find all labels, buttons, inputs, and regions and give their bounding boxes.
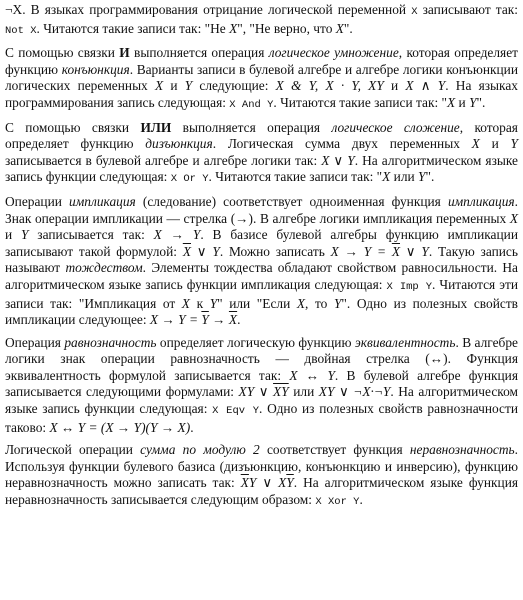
text-run: . В базисе булевой алгебры функцию импликации записывают такой формулой: <box>5 227 519 259</box>
paragraph-negation <box>5 2 518 39</box>
text-run: конъюнкция <box>61 61 130 77</box>
text-run: Y ∨ X <box>248 475 287 491</box>
text-run: выполняется операция <box>171 119 332 135</box>
text-run: X Xor Y <box>315 496 360 509</box>
paragraph-disjunction <box>5 120 518 188</box>
text-run: С помощью связки <box>5 119 141 135</box>
text-run: ИЛИ <box>140 119 172 135</box>
text-run: определяет логическую функцию <box>156 334 355 350</box>
text-run: $\overline{XY}$ <box>273 384 289 400</box>
text-run: X → Y = <box>149 312 202 328</box>
text-run: равнозначность <box>64 334 157 350</box>
text-run: $\overline{X}$ <box>182 243 191 259</box>
text-run: . Читаются такие записи так: " <box>208 169 383 185</box>
text-run: , которая определяет функцию <box>5 45 518 77</box>
text-run: X <box>382 169 391 185</box>
text-run: импликация <box>69 193 136 209</box>
text-run: тождеством <box>65 260 143 276</box>
text-run: X ∧ Y <box>405 78 446 94</box>
text-run: X <box>229 20 238 36</box>
text-run: и <box>383 78 406 94</box>
text-run: сумма по модулю 2 <box>140 442 260 458</box>
text-run: . <box>359 492 363 508</box>
text-run: X Imp Y <box>386 280 433 293</box>
text-run: X <box>471 136 480 152</box>
text-run: X <box>509 210 518 226</box>
text-run: X ↔ Y = (X → Y)(Y → X) <box>49 419 191 435</box>
text-run: X <box>181 295 190 311</box>
text-run: записывается так: <box>28 227 154 243</box>
text-run: , которая определяет функцию <box>5 119 518 152</box>
text-run: $\overline{Y}$ <box>201 312 209 328</box>
text-run: Y <box>184 78 193 94</box>
text-run: . На языках программирования запись следующая: <box>5 78 518 110</box>
text-run: или <box>288 384 319 400</box>
text-run: . Читаются такие записи так: "Не <box>36 20 230 36</box>
text-run: Y <box>469 94 477 110</box>
text-run: выполняется операция <box>129 45 269 61</box>
text-run: Y <box>333 295 342 311</box>
text-run: X ∨ Y <box>321 152 355 168</box>
text-run: X Eqv Y <box>212 405 260 418</box>
text-run: . Читаются эти записи так: "Импликация от <box>5 276 518 311</box>
text-run: . На алгоритмическом языке функция неравнозначность записывается следующим образом: <box>5 475 519 508</box>
text-run: и <box>5 227 22 243</box>
paragraph-conjunction <box>5 45 518 113</box>
text-run: . В булевой алгебре функция записывается следующими формулами: <box>5 367 519 400</box>
text-run: Not X <box>5 24 37 37</box>
text-run: X ↔ Y <box>289 367 335 383</box>
text-run: XY ∨ <box>238 384 274 400</box>
text-run: " или "Если <box>217 295 297 311</box>
text-run: ", "Не верно, что <box>237 20 336 36</box>
text-run: . <box>190 419 194 435</box>
text-run: $\overline{X}$ <box>228 312 238 328</box>
text-run: и <box>163 78 185 94</box>
text-run: X <box>296 295 306 311</box>
text-run: . Читаются такие записи так: " <box>273 94 447 110</box>
text-run: или <box>390 169 419 185</box>
text-run: XY ∨ ¬X·¬Y <box>318 384 391 400</box>
text-run: , то <box>305 295 334 311</box>
text-run: Y <box>21 227 29 243</box>
text-run: → <box>208 312 229 328</box>
text-run: . Используя функции булевого базиса (дизъюнкцию, конъюнкцию и инверсию), функцию неравнозначность можно записать так: <box>5 442 518 491</box>
text-run: . Логическая сумма двух переменных <box>212 136 472 152</box>
text-run: X And Y <box>229 98 274 111</box>
text-run: X <box>154 78 164 94</box>
text-run: логическое сложение <box>331 119 460 135</box>
text-run: импликация <box>447 193 515 209</box>
text-run: логическое умножение <box>268 45 399 61</box>
text-run: дизъюнкция <box>145 136 213 152</box>
text-run: Операция <box>5 334 65 350</box>
text-run: X → Y = <box>330 243 392 259</box>
text-run: Y <box>418 169 426 185</box>
text-run: ". Одно из полезных свойств импликации следующее: <box>5 295 518 328</box>
text-run: С помощью связки <box>5 45 120 61</box>
text-run: . <box>237 312 241 328</box>
text-run: ¬X. В языках программирования отрицание логической переменной <box>5 2 412 17</box>
text-run: эквивалентность <box>354 334 456 350</box>
text-run: $\overline{Y}$ <box>286 475 294 491</box>
text-run: записывают так: <box>417 2 518 17</box>
text-run: X <box>335 20 344 36</box>
text-run: Y <box>209 295 218 311</box>
text-run: (следование) соответствует одноименная функция <box>135 193 448 209</box>
text-run: X & Y, X · Y, XY <box>275 78 384 94</box>
text-run: ∨ Y <box>400 243 429 259</box>
text-run: записывается в булевой алгебре и алгебре логики так: <box>5 152 322 168</box>
paragraph-implication <box>5 194 518 329</box>
text-run: . Такую запись называют <box>5 243 518 276</box>
text-run: . Одно из полезных свойств равнозначности таково: <box>5 401 519 435</box>
paragraph-xor <box>5 442 518 510</box>
text-run: X <box>411 6 418 18</box>
text-run: $\overline{X}$ <box>240 475 249 491</box>
text-run: ∨ Y <box>191 243 220 259</box>
text-run: И <box>119 45 130 61</box>
text-run: . На алгоритмическом языке запись функции следующая: <box>5 152 518 185</box>
text-run: следующие: <box>192 78 276 94</box>
text-run: ". <box>343 20 353 36</box>
text-run: . В алгебре логики знак операции равнозначность — двойная стрелка (↔). Функция эквивалентность формулой записывается так: <box>5 334 518 383</box>
text-run: . На алгоритмическом языке запись функции следующая: <box>5 384 519 417</box>
text-run: неравнозначность <box>409 442 515 458</box>
text-run: Операции <box>5 193 70 209</box>
text-run: к <box>189 295 210 311</box>
text-run: X Or Y <box>170 173 209 186</box>
text-run: $\overline{X}$ <box>391 243 400 259</box>
text-run: X → Y <box>153 227 201 243</box>
text-run: и <box>479 136 511 152</box>
text-run: . Знак операции импликации — стрелка (→). В алгебре логики импликация переменных <box>5 193 519 226</box>
text-run: . Можно записать <box>219 243 331 259</box>
text-run: Логической операции <box>5 442 141 458</box>
text-run: соответствует функция <box>259 442 410 458</box>
text-run: и <box>455 94 470 110</box>
text-run: . Варианты записи в булевой алгебре и алгебре логики конъюнкции логических переменных <box>5 61 518 94</box>
text-run: ". <box>476 94 486 110</box>
text-run: X <box>447 94 456 110</box>
paragraph-equivalence <box>5 335 518 437</box>
text-run: . Элементы тождества обладают свойством равносильности. На алгоритмическом языке запись функции импликация следующая: <box>5 260 519 292</box>
text-run: ". <box>425 169 435 185</box>
text-run: Y <box>510 136 518 152</box>
